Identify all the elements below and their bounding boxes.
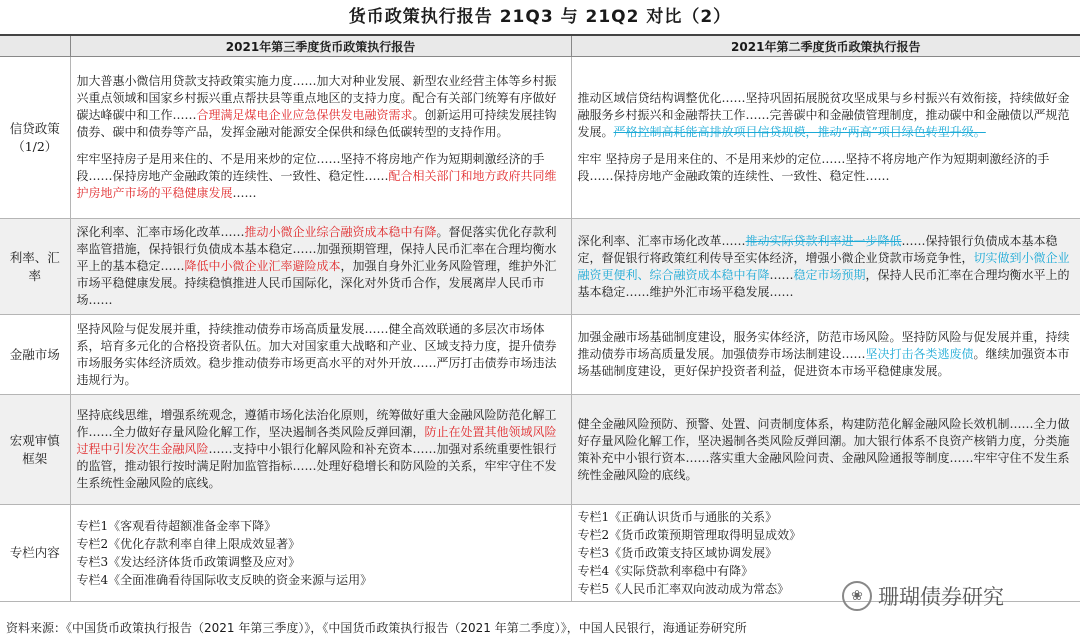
watermark: [842, 581, 1004, 611]
row-label-line: 利率、汇: [9, 249, 60, 265]
text-segment: 深化利率、汇率市场化改革……: [577, 233, 746, 248]
comparison-table: [0, 34, 1080, 602]
highlighted-text: 降低中小微企业汇率避险成本: [184, 259, 341, 273]
list-item: [77, 553, 565, 571]
table-row: [0, 315, 1080, 395]
source-note: 资料来源：《中国货币政策执行报告（2021 年第三季度）》，《中国货币政策执行报告（2021 年第二季度）》，中国人民银行，海通证券研究所: [6, 621, 747, 635]
header-label-cell: [0, 35, 70, 57]
text-segment: 坚持风险与促发展并重，持续推动债券市场高质量发展……健全高效联通的多层次市场体系，培育多元化的合格投资者队伍。加大对国家重大战略和产业、区域支持力度，提升债券市场服务实体经济质效。稳步推动债券市场更高水平的对外开放……严厉打击债券市场违法违规行为。: [76, 321, 557, 387]
text-segment: 专栏5《人民币汇率双向波动成为常态》: [577, 582, 790, 596]
text-segment: 专栏2《货币政策预期管理取得明显成效》: [577, 528, 802, 542]
highlighted-text: 切实做到小微企业融资更便利、综合融资成本稳中有降: [577, 250, 1070, 282]
text-segment: ……: [769, 267, 794, 282]
list-item: [578, 544, 1075, 562]
paragraph: [578, 416, 1075, 484]
text-segment: 牢牢坚持房子是用来住的、不是用来炒的定位……坚持不将房地产作为短期刺激经济的手段……保持房地产金融政策的连续性、一致性、稳定性……: [76, 152, 545, 183]
wechat-icon: ❀: [842, 581, 872, 611]
row-label: [0, 315, 70, 395]
highlighted-text: 防止在处置其他领域风险过程中引发次生金融风险: [76, 425, 557, 456]
table-row: [0, 57, 1080, 219]
text-segment: 加大普惠小微信用贷款支持政策实施力度……加大对种业发展、新型农业经营主体等乡村振兴重点领域和国家乡村振兴重点帮扶县等重点地区的支持力度。配合有关部门统筹有序做好碳达峰碳中和工作……: [76, 74, 557, 122]
row-label: [0, 219, 70, 315]
table-row: [0, 219, 1080, 315]
row-label-line: 框架: [22, 450, 48, 466]
row-label-line: 率: [28, 267, 41, 283]
table-row: [0, 395, 1080, 505]
paragraph: [77, 73, 565, 141]
text-segment: 专栏4《实际贷款利率稳中有降》: [577, 564, 754, 578]
list-item: [77, 517, 565, 535]
highlighted-text: 推动实际贷款利率进一步降低: [745, 233, 902, 248]
row-label-line: 专栏内容: [9, 545, 60, 560]
paragraph: [578, 329, 1075, 380]
list-item: [578, 562, 1075, 580]
paragraph-gap: [578, 141, 1075, 151]
text-segment: 专栏3《发达经济体货币政策调整及应对》: [76, 555, 301, 569]
row-label-line: 宏观审慎: [9, 432, 60, 448]
list-item: [578, 526, 1075, 544]
text-segment: ，保持人民币汇率在合理均衡水平上的基本稳定……维护外汇市场平稳发展……: [577, 267, 1070, 299]
text-segment: 坚持底线思维，增强系统观念，遵循市场化法治化原则，统筹做好重大金融风险防范化解工作……全力做好存量风险化解工作，坚决遏制各类风险反弹回潮，: [76, 408, 557, 439]
list-item: [77, 535, 565, 553]
highlighted-text: 坚决打击各类逃废债: [865, 347, 974, 361]
text-segment: ，加强自身外汇业务风险管理，维护外汇市场平稳健康发展。持续稳慎推进人民币国际化，深化对外货币合作，发展离岸人民币市场……: [76, 259, 557, 307]
list-item: [77, 571, 565, 589]
text-segment: 专栏1《正确认识货币与通胀的关系》: [577, 510, 778, 524]
paragraph: [578, 90, 1075, 141]
text-segment: 专栏3《货币政策支持区域协调发展》: [577, 546, 778, 560]
text-segment: ……支持中小银行化解风险和补充资本……加强对系统重要性银行的监管，推动银行按时满足附加监管指标……处理好稳增长和防风险的关系，牢牢守住不发生系统性金融风险的底线。: [76, 442, 557, 490]
text-segment: ……保持银行负债成本基本稳定，督促银行将政策红利传导至实体经济，增强小微企业贷款市场竞争性，: [577, 233, 1058, 265]
row-label: [0, 395, 70, 505]
highlighted-text: 配合相关部门和地方政府共同维护房地产市场的平稳健康发展: [76, 169, 557, 200]
header-q2: 2021年第二季度货币政策执行报告: [571, 35, 1080, 57]
row-label-line: （1/2）: [12, 138, 58, 154]
row-label: [0, 505, 70, 602]
row-label-line: 金融市场: [9, 346, 60, 362]
highlighted-text: 推动小微企业综合融资成本稳中有降: [244, 225, 437, 239]
text-segment: 推动区域信贷结构调整优化……坚持巩固拓展脱贫攻坚成果与乡村振兴有效衔接，持续做好金融服务乡村振兴和金融帮扶工作……完善碳中和金融债管理制度，推动碳中和金融债以严规范发展。: [577, 91, 1070, 139]
text-segment: 。继续加强资本市场基础制度建设，更好保护投资者利益，促进资本市场平稳健康发展。: [577, 347, 1070, 378]
q3-cell: [70, 57, 571, 219]
header-q3: 2021年第三季度货币政策执行报告: [70, 35, 571, 57]
q2-cell: [571, 57, 1080, 219]
row-label: [0, 57, 70, 219]
highlighted-text: 合理满足煤电企业应急保供发电融资需求: [196, 108, 413, 122]
q2-cell: [571, 315, 1080, 395]
text-segment: 牢牢 坚持房子是用来住的、不是用来炒的定位……坚持不将房地产作为短期刺激经济的手段……保持房地产金融政策的连续性、一致性、稳定性……: [577, 152, 1050, 183]
table-header-row: [0, 35, 1080, 57]
text-segment: 专栏4《全面准确看待国际收支反映的资金来源与运用》: [76, 573, 373, 587]
list-item: [578, 508, 1075, 526]
paragraph: [578, 151, 1075, 185]
paragraph: [77, 321, 565, 389]
text-segment: 。督促落实优化存款利率监管措施，保持银行负债成本基本稳定……加强预期管理，保持人民币汇率在合理均衡水平上的基本稳定……: [76, 225, 557, 273]
text-segment: 加强金融市场基础制度建设，服务实体经济，防范市场风险。坚持防风险与促发展并重，持续推动债券市场高质量发展。加强债券市场法制建设……: [577, 330, 1070, 361]
watermark-text: 珊瑚债券研究: [878, 585, 1004, 609]
text-segment: 专栏2《优化存款利率自律上限成效显著》: [76, 537, 301, 551]
text-segment: 健全金融风险预防、预警、处置、问责制度体系，构建防范化解金融风险长效机制……全力做好存量风险化解工作，坚决遏制各类风险反弹回潮。加大银行体系不良资产核销力度，分类施策补充中小银行资本……落实重大金融风险问责、金融风险通报等制度……牢牢守住不发生系统性金融风险的底线。: [577, 416, 1070, 482]
row-label-line: 信贷政策: [9, 120, 60, 136]
highlighted-text: 稳定市场预期: [793, 267, 866, 282]
highlighted-text: 严格控制高耗能高排放项目信贷规模，推动“两高”项目绿色转型升级。: [613, 125, 986, 139]
q3-cell: [70, 505, 571, 602]
q3-cell: [70, 219, 571, 315]
text-segment: ……: [232, 186, 257, 200]
paragraph: [77, 151, 565, 202]
q2-cell: [571, 395, 1080, 505]
paragraph: [77, 407, 565, 492]
paragraph-gap: [77, 141, 565, 151]
text-segment: 深化利率、汇率市场化改革……: [76, 225, 245, 239]
text-segment: 。创新运用可持续发展挂钩债券、碳中和债券等产品，发挥金融对能源安全保供和绿色低碳转型的支持作用。: [76, 108, 557, 139]
paragraph: [77, 224, 565, 309]
q3-cell: [70, 395, 571, 505]
q2-cell: [571, 219, 1080, 315]
q3-cell: [70, 315, 571, 395]
paragraph: [578, 233, 1075, 301]
page-title: 货币政策执行报告 21Q3 与 21Q2 对比（2）: [348, 7, 732, 27]
text-segment: 专栏1《客观看待超额准备金率下降》: [76, 519, 277, 533]
